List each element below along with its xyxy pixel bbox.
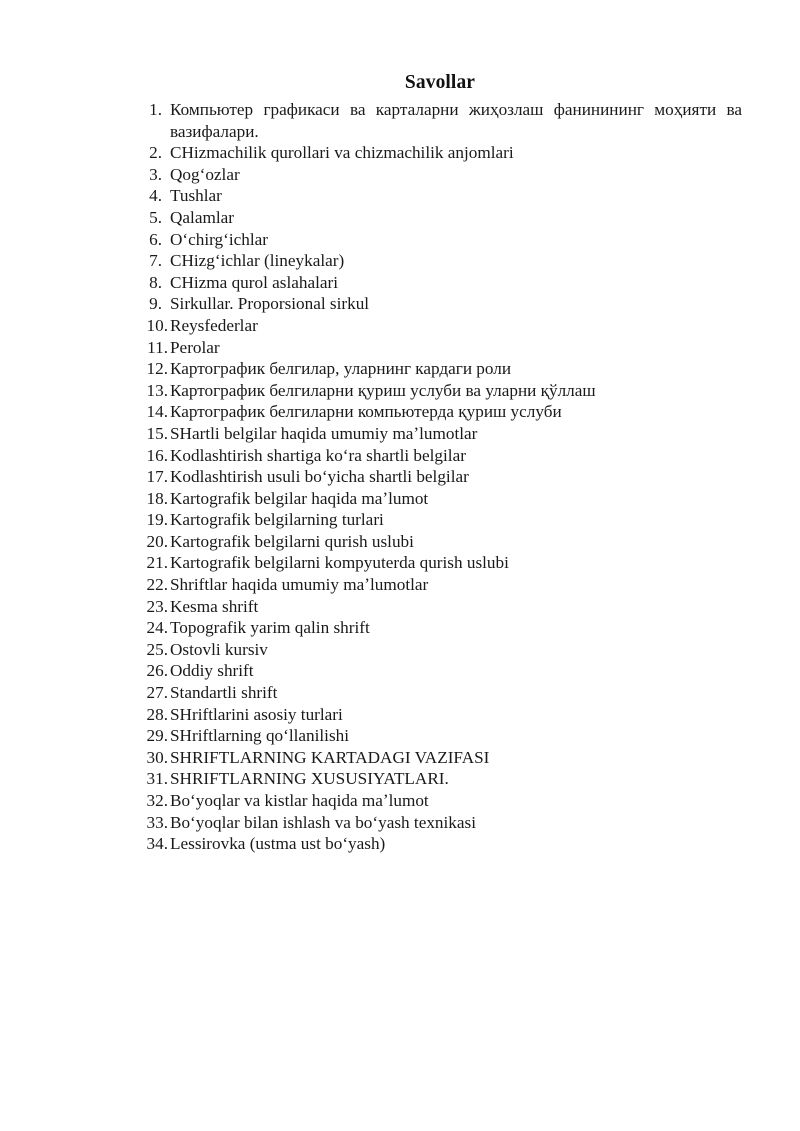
list-item-text: Boʻyoqlar bilan ishlash va boʻyash texnikasi bbox=[170, 812, 476, 832]
list-item-text: Kesma shrift bbox=[170, 596, 259, 616]
list-item-number: 14. bbox=[146, 402, 168, 422]
list-item bbox=[138, 617, 742, 639]
list-item-number: 31. bbox=[146, 769, 168, 789]
list-item bbox=[138, 272, 742, 294]
list-item-text: Ostovli kursiv bbox=[170, 639, 268, 659]
list-item-number: 32. bbox=[146, 791, 168, 810]
list-item-text: Qogʻozlar bbox=[170, 164, 240, 184]
list-item bbox=[138, 488, 742, 510]
list-item-number: 1. bbox=[149, 100, 162, 119]
list-item bbox=[138, 99, 742, 142]
list-item bbox=[138, 725, 742, 747]
list-item-text: Shriftlar haqida umumiy maʼlumotlar bbox=[170, 575, 429, 595]
list-item bbox=[138, 142, 742, 164]
list-item-text: Kartografik belgilarni kompyuterda qurish uslubi bbox=[170, 553, 509, 573]
list-item bbox=[138, 596, 742, 618]
list-item-text: Картографик белгиларни қуриш услуби ва уларни қўллаш bbox=[170, 380, 596, 400]
list-item-number: 15. bbox=[146, 423, 168, 443]
list-item bbox=[138, 660, 742, 682]
list-item bbox=[138, 164, 742, 186]
list-item-number: 26. bbox=[146, 661, 168, 681]
list-item-text: CHizmachilik qurollari va chizmachilik anjomlari bbox=[170, 143, 514, 163]
list-item bbox=[138, 509, 742, 531]
list-item-text: Компьютер графикаси ва карталарни жиҳозлаш фанинининг моҳияти ва вазифалари. bbox=[170, 100, 742, 141]
list-item-text: Oʻchirgʻichlar bbox=[170, 229, 268, 249]
list-item-number: 5. bbox=[149, 207, 162, 227]
list-item-text: Topografik yarim qalin shrift bbox=[170, 618, 370, 638]
list-item-text: CHizgʻichlar (lineykalar) bbox=[170, 251, 345, 271]
list-item bbox=[138, 466, 742, 488]
list-item-number: 16. bbox=[146, 445, 168, 465]
list-item bbox=[138, 747, 742, 769]
list-item-number: 18. bbox=[146, 488, 168, 508]
list-item bbox=[138, 250, 742, 272]
list-item-number: 8. bbox=[149, 272, 162, 292]
list-item-text: SHriftlarini asosiy turlari bbox=[170, 704, 343, 724]
list-item bbox=[138, 185, 742, 207]
list-item-number: 27. bbox=[146, 683, 168, 703]
list-item-number: 28. bbox=[146, 704, 168, 724]
list-item-text: Standartli shrift bbox=[170, 683, 278, 703]
list-item bbox=[138, 293, 742, 315]
list-item-number: 24. bbox=[146, 618, 168, 638]
list-item-text: Qalamlar bbox=[170, 207, 234, 227]
list-item-text: SHRIFTLARNING KARTADAGI VAZIFASI bbox=[170, 747, 490, 767]
list-item-text: SHRIFTLARNING XUSUSIYATLARI. bbox=[170, 769, 449, 789]
list-item-number: 3. bbox=[149, 164, 162, 184]
list-item-text: Perolar bbox=[170, 337, 220, 357]
list-item bbox=[138, 207, 742, 229]
list-item-number: 20. bbox=[146, 531, 168, 551]
list-item-text: CHizma qurol aslahalari bbox=[170, 272, 338, 292]
list-item-text: Oddiy shrift bbox=[170, 661, 254, 681]
list-item-text: Kodlashtirish usuli boʻyicha shartli belgilar bbox=[170, 467, 469, 487]
list-item-number: 10. bbox=[146, 315, 168, 335]
list-item bbox=[138, 552, 742, 574]
list-item bbox=[138, 401, 742, 423]
list-item bbox=[138, 423, 742, 445]
questions-list bbox=[138, 99, 742, 855]
list-item-number: 12. bbox=[146, 359, 168, 379]
list-item-text: Kartografik belgilar haqida maʼlumot bbox=[170, 488, 429, 508]
list-item-number: 22. bbox=[146, 575, 168, 595]
list-item bbox=[138, 833, 742, 855]
list-item-number: 6. bbox=[149, 229, 162, 249]
list-item bbox=[138, 704, 742, 726]
list-item-number: 13. bbox=[146, 380, 168, 400]
page-title: Savollar bbox=[404, 72, 476, 93]
list-item bbox=[138, 768, 742, 790]
list-item-text: Kartografik belgilarni qurish uslubi bbox=[170, 531, 414, 551]
list-item-number: 33. bbox=[146, 812, 168, 832]
list-item-text: Kodlashtirish shartiga koʻra shartli belgilar bbox=[170, 445, 466, 465]
list-item-text: SHriftlarning qoʻllanilishi bbox=[170, 726, 350, 746]
list-item-text: Tushlar bbox=[170, 186, 222, 206]
list-item-number: 17. bbox=[146, 467, 168, 487]
list-item bbox=[138, 315, 742, 337]
list-item-text: Kartografik belgilarning turlari bbox=[170, 510, 384, 530]
list-item-number: 7. bbox=[149, 251, 162, 271]
list-item-number: 34. bbox=[146, 834, 168, 854]
list-item bbox=[138, 229, 742, 251]
list-item bbox=[138, 337, 742, 359]
list-item bbox=[138, 380, 742, 402]
list-item-text: Lessirovka (ustma ust boʻyash) bbox=[170, 834, 386, 854]
list-item-text: Reysfederlar bbox=[170, 315, 258, 335]
list-item-number: 25. bbox=[146, 639, 168, 659]
list-item-text: Sirkullar. Proporsional sirkul bbox=[170, 294, 370, 314]
list-item-text: Картографик белгилар, уларнинг кардаги роли bbox=[170, 359, 512, 379]
list-item-number: 9. bbox=[149, 294, 162, 314]
list-item bbox=[138, 639, 742, 661]
list-item-number: 23. bbox=[146, 596, 168, 616]
list-item-text: Картографик белгиларни компьютерда қуриш услуби bbox=[170, 402, 562, 422]
list-item-number: 4. bbox=[149, 186, 162, 206]
list-item bbox=[138, 790, 742, 812]
list-item-text: Boʻyoqlar va kistlar haqida maʼlumot bbox=[170, 791, 429, 810]
list-item bbox=[138, 531, 742, 553]
list-item bbox=[138, 574, 742, 596]
list-item-number: 29. bbox=[146, 726, 168, 746]
list-item-number: 21. bbox=[146, 553, 168, 573]
list-item bbox=[138, 682, 742, 704]
list-item bbox=[138, 445, 742, 467]
list-item-number: 2. bbox=[149, 143, 162, 163]
document-body bbox=[138, 72, 742, 855]
list-item-number: 11. bbox=[147, 337, 168, 357]
list-item-number: 30. bbox=[146, 747, 168, 767]
list-item-number: 19. bbox=[146, 510, 168, 530]
list-item bbox=[138, 358, 742, 380]
list-item-text: SHartli belgilar haqida umumiy maʼlumotlar bbox=[170, 423, 478, 443]
list-item bbox=[138, 812, 742, 834]
